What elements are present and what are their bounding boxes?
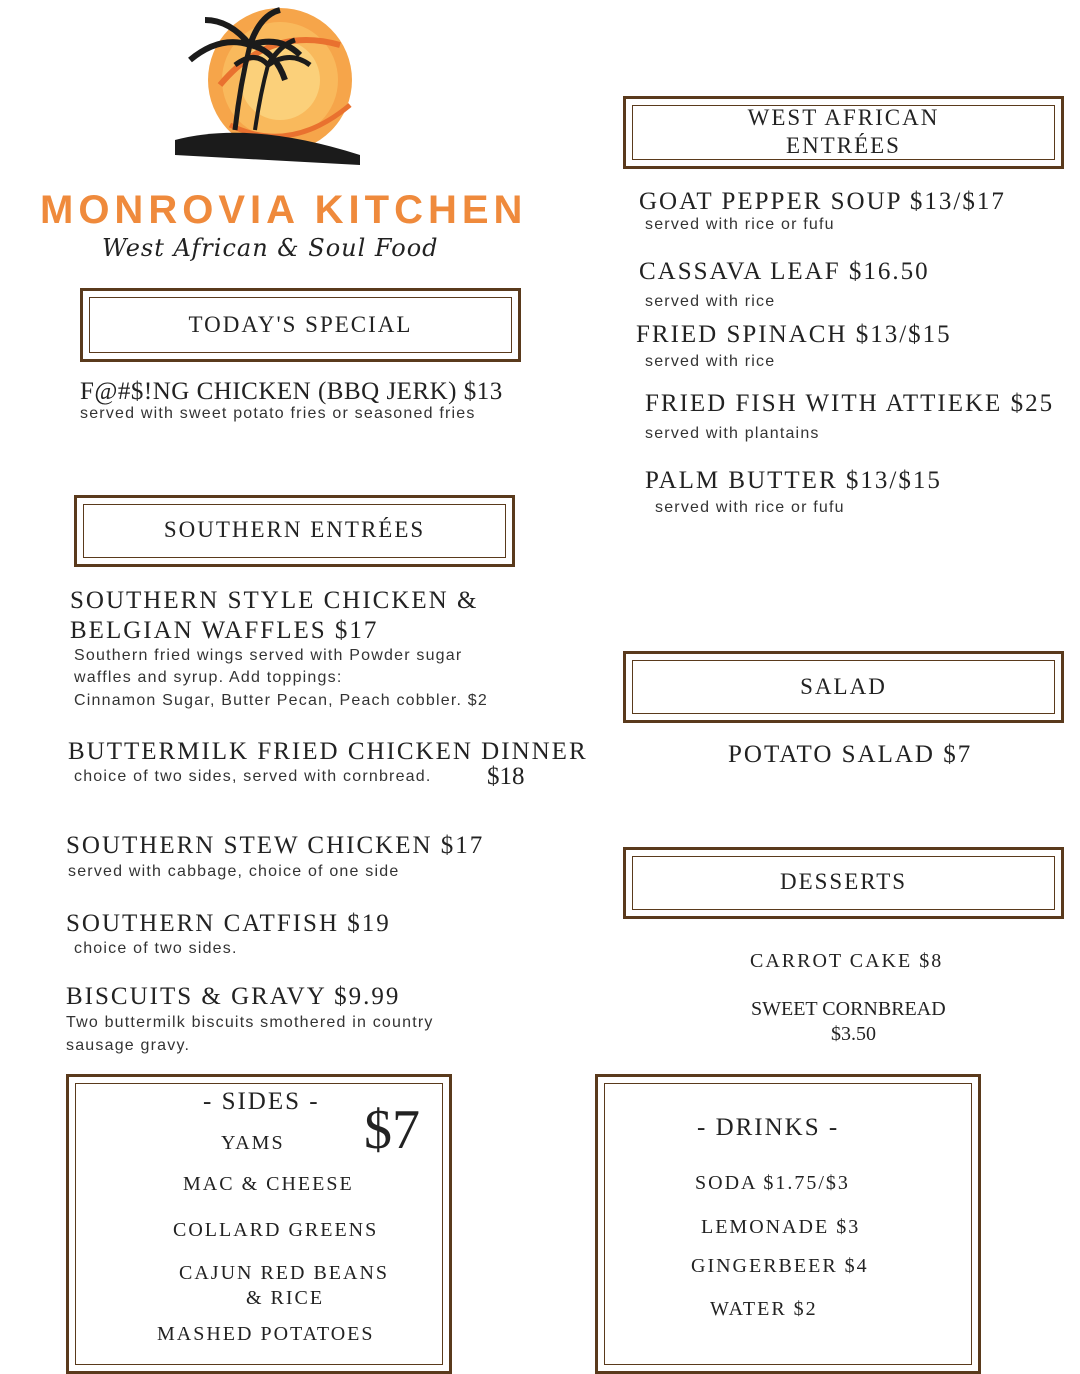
side-item: & RICE [246,1287,325,1309]
drink-item: SODA $1.75/$3 [695,1172,850,1194]
stew-name: SOUTHERN STEW CHICKEN $17 [66,832,485,859]
drink-item: WATER $2 [710,1298,818,1320]
brand-tagline: West African & Soul Food [102,234,439,262]
west-african-desc: served with rice or fufu [645,216,835,233]
waffles-line1: SOUTHERN STYLE CHICKEN & [70,587,479,614]
catfish-desc: choice of two sides. [74,940,238,957]
west-african-desc: served with rice [645,293,776,310]
side-item: MAC & CHEESE [183,1173,354,1195]
biscuits-desc1: Two buttermilk biscuits smothered in country [66,1014,434,1031]
west-african-header-line1: WEST AFRICAN [747,105,940,130]
catfish-name: SOUTHERN CATFISH $19 [66,910,391,937]
logo [160,5,370,175]
west-african-item: GOAT PEPPER SOUP $13/$17 [639,188,1006,215]
biscuits-name: BISCUITS & GRAVY $9.99 [66,983,401,1010]
west-african-item: PALM BUTTER $13/$15 [645,467,942,494]
salad-header-box [623,651,1064,723]
waffles-desc1: Southern fried wings served with Powder sugar [74,647,463,664]
west-african-desc: served with rice or fufu [655,499,845,516]
salad-header: SALAD [800,674,887,699]
todays-special-header: TODAY'S SPECIAL [188,312,413,337]
dessert-carrot-cake: CARROT CAKE $8 [750,950,944,972]
west-african-desc: served with rice [645,353,776,370]
biscuits-desc2: sausage gravy. [66,1037,191,1054]
buttermilk-desc: choice of two sides, served with cornbread. [74,768,432,785]
west-african-header-box [623,96,1064,169]
todays-special-item: F@#$!NG CHICKEN (BBQ JERK) $13 [80,378,503,405]
todays-special-header-box [80,288,521,362]
drinks-header: - DRINKS - [697,1114,840,1141]
drink-item: LEMONADE $3 [701,1216,861,1238]
side-item: YAMS [221,1132,285,1154]
dessert-cornbread-line1: SWEET CORNBREAD [751,998,946,1020]
waffles-desc2: waffles and syrup. Add toppings: [74,669,343,686]
side-item: MASHED POTATOES [157,1323,375,1345]
waffles-desc3: Cinnamon Sugar, Butter Pecan, Peach cobbler. $2 [74,692,488,709]
palm-sunset-icon [160,5,370,175]
side-item: COLLARD GREENS [173,1219,379,1241]
west-african-item: CASSAVA LEAF $16.50 [639,258,930,285]
west-african-desc: served with plantains [645,425,820,442]
sides-price: $7 [364,1099,420,1161]
dessert-cornbread-line2: $3.50 [831,1023,876,1045]
buttermilk-name: BUTTERMILK FRIED CHICKEN DINNER [68,738,588,765]
west-african-item: FRIED SPINACH $13/$15 [636,321,952,348]
brand-name: MONROVIA KITCHEN [40,188,528,232]
side-item: CAJUN RED BEANS [179,1262,390,1284]
waffles-line2: BELGIAN WAFFLES $17 [70,617,379,644]
drink-item: GINGERBEER $4 [691,1255,869,1277]
salad-item: POTATO SALAD $7 [728,741,973,768]
buttermilk-price: $18 [487,763,525,790]
sides-header: - SIDES - [203,1088,320,1115]
west-african-header-line2: ENTRÉES [786,133,901,158]
todays-special-desc: served with sweet potato fries or seasoned fries [80,405,476,422]
west-african-item: FRIED FISH WITH ATTIEKE $25 [645,390,1055,417]
desserts-header: DESSERTS [779,869,908,894]
southern-header: SOUTHERN ENTRÉES [163,517,426,542]
desserts-header-box [623,847,1064,919]
stew-desc: served with cabbage, choice of one side [68,863,400,880]
southern-header-box [74,495,515,567]
